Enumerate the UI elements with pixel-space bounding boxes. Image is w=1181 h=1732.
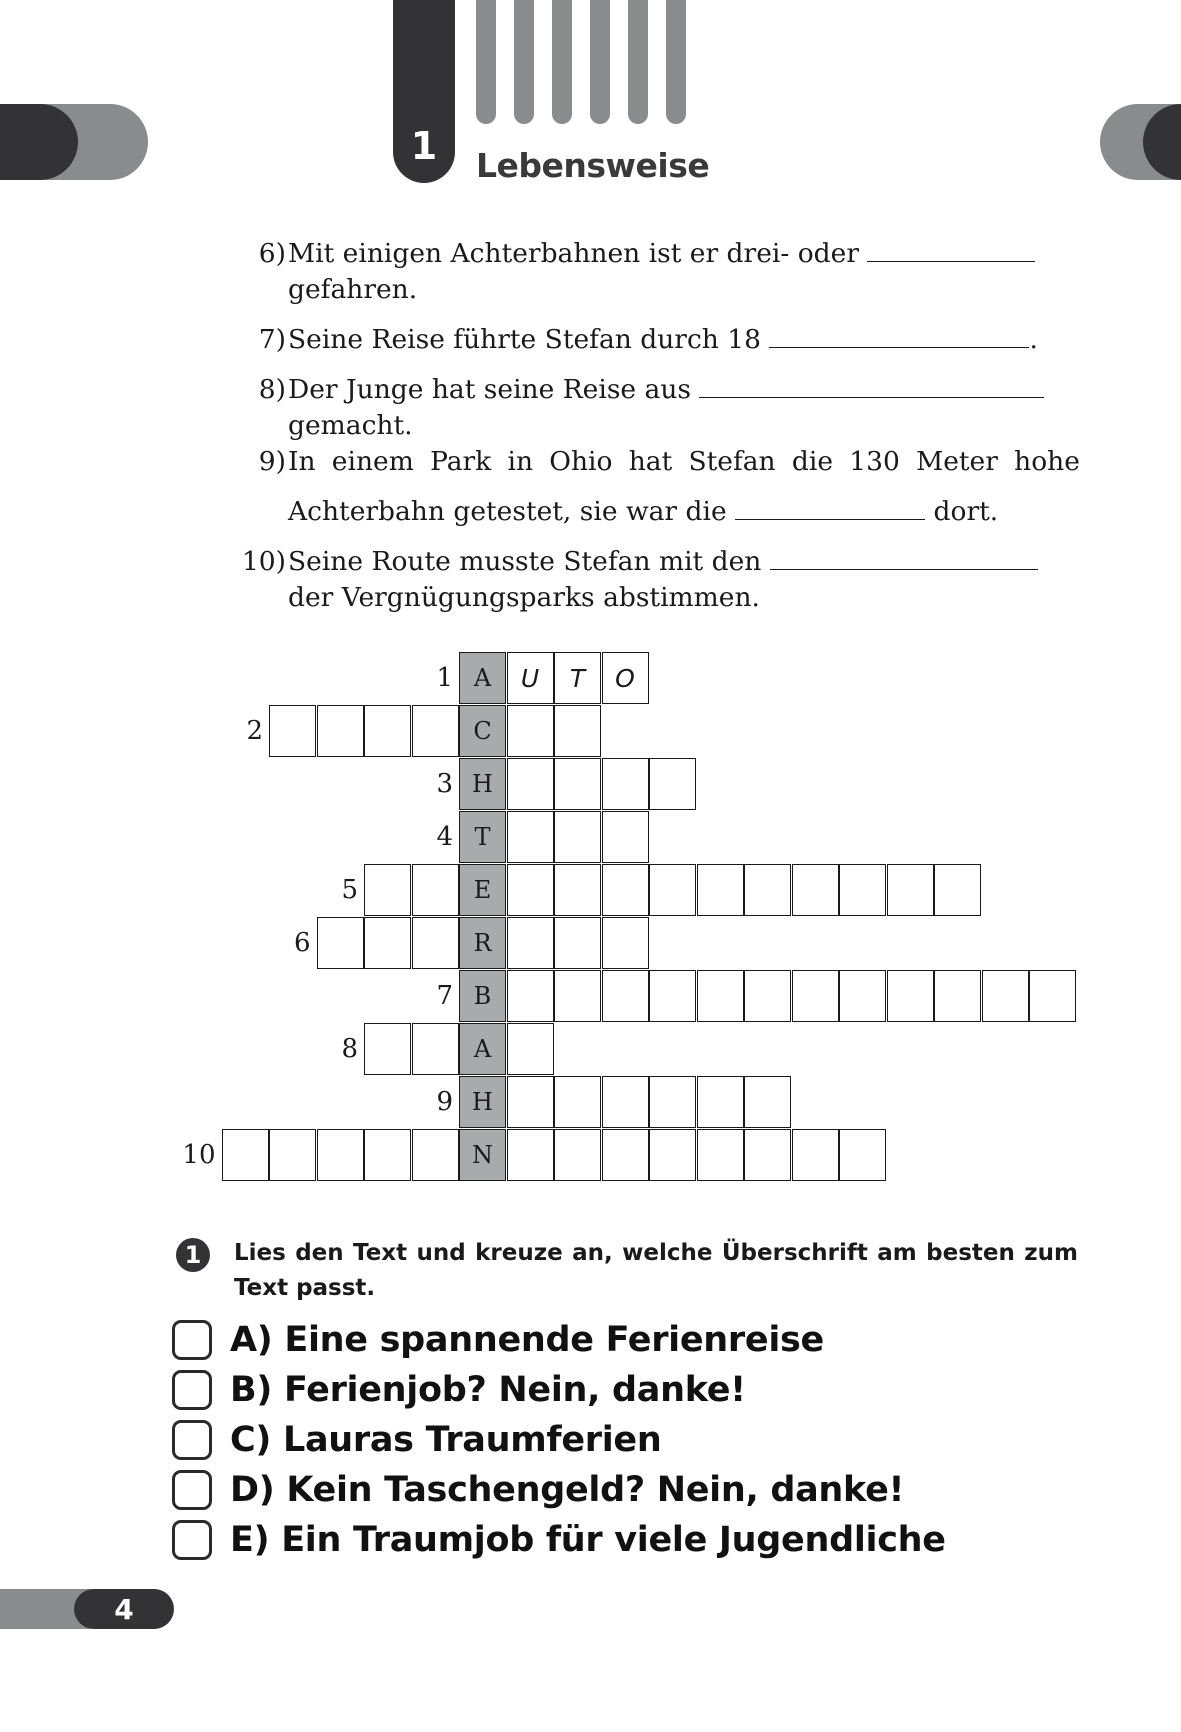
crossword-cell[interactable] [649, 1129, 696, 1181]
crossword-cell[interactable] [839, 970, 886, 1022]
chapter-title: Lebensweise [476, 146, 710, 185]
crossword-cell[interactable] [792, 970, 839, 1022]
item-text [288, 372, 1044, 444]
crossword-cell[interactable] [887, 864, 934, 916]
crossword-cell[interactable] [507, 705, 554, 757]
item-line: gefahren. [288, 274, 418, 305]
checkbox[interactable] [172, 1470, 212, 1510]
crossword-cell[interactable] [649, 864, 696, 916]
option-label: C) Lauras Traumferien [230, 1420, 662, 1460]
crossword-cell[interactable] [364, 705, 411, 757]
crossword-cell[interactable] [744, 1076, 791, 1128]
crossword-cell[interactable] [507, 1023, 554, 1075]
crossword-cell[interactable] [507, 917, 554, 969]
sentence-item-10 [230, 544, 1080, 624]
header-bar [666, 0, 686, 124]
crossword-cell[interactable] [602, 758, 649, 810]
item-word: einem [331, 446, 414, 477]
crossword-cell[interactable]: T [554, 652, 601, 704]
clue-number: 9 [436, 1087, 453, 1117]
crossword-cell[interactable] [364, 1023, 411, 1075]
crossword-cell[interactable] [982, 970, 1029, 1022]
checkbox[interactable] [172, 1520, 212, 1560]
sentence-item-9 [230, 444, 1080, 534]
header-bar [514, 0, 534, 124]
item-line: Der Junge hat seine Reise aus [288, 374, 691, 405]
crossword-cell[interactable] [792, 1129, 839, 1181]
keyword-cell: B [459, 970, 506, 1022]
crossword-cell[interactable] [364, 864, 411, 916]
keyword-cell: H [459, 1076, 506, 1128]
item-line: Mit einigen Achterbahnen ist er drei- oder [288, 238, 859, 269]
crossword-cell[interactable] [602, 1076, 649, 1128]
header-decoration-left-dark [0, 104, 78, 180]
item-number: 7) [258, 324, 286, 355]
crossword-cell[interactable] [507, 811, 554, 863]
option-label: E) Ein Traumjob für viele Jugendliche [230, 1520, 946, 1560]
crossword-cell[interactable] [507, 1129, 554, 1181]
clue-number: 7 [436, 981, 453, 1011]
chapter-number: 1 [410, 124, 438, 168]
checkbox[interactable] [172, 1370, 212, 1410]
item-line-end: dort. [933, 496, 999, 527]
answer-blank[interactable] [699, 373, 1044, 398]
item-line: Achterbahn getestet, sie war die [288, 496, 727, 527]
crossword-cell[interactable] [554, 1129, 601, 1181]
crossword-cell[interactable] [649, 758, 696, 810]
item-word: Stefan [688, 446, 776, 477]
crossword-cell[interactable] [839, 1129, 886, 1181]
crossword-cell[interactable] [649, 1076, 696, 1128]
crossword-cell[interactable] [317, 705, 364, 757]
checkbox[interactable] [172, 1420, 212, 1460]
item-line-end: . [1029, 324, 1038, 355]
crossword-cell[interactable] [507, 970, 554, 1022]
item-text [288, 544, 1038, 616]
item-word: 130 [849, 446, 900, 477]
answer-blank[interactable] [735, 495, 925, 520]
option-e[interactable] [172, 1515, 946, 1565]
header-bar [628, 0, 648, 124]
crossword-cell[interactable] [269, 1129, 316, 1181]
crossword-cell[interactable] [697, 970, 744, 1022]
item-line: Seine Reise führte Stefan durch 18 [288, 324, 762, 355]
crossword-cell[interactable] [744, 864, 791, 916]
item-word: hat [628, 446, 673, 477]
keyword-cell: T [459, 811, 506, 863]
option-c[interactable] [172, 1415, 661, 1465]
keyword-cell: R [459, 917, 506, 969]
item-number: 10) [241, 546, 286, 577]
answer-blank[interactable] [769, 323, 1029, 348]
crossword-cell[interactable] [602, 917, 649, 969]
clue-number: 1 [436, 663, 453, 693]
crossword-cell[interactable] [602, 864, 649, 916]
clue-number: 10 [182, 1140, 216, 1170]
option-a[interactable] [172, 1315, 824, 1365]
item-text [288, 444, 1080, 530]
crossword-cell[interactable] [697, 1076, 744, 1128]
keyword-cell: E [459, 864, 506, 916]
item-line-justified [288, 444, 1080, 480]
clue-number: 5 [341, 875, 358, 905]
keyword-cell: N [459, 1129, 506, 1181]
crossword-cell[interactable] [507, 1076, 554, 1128]
crossword-cell[interactable] [934, 970, 981, 1022]
item-line: der Vergnügungsparks abstimmen. [288, 582, 760, 613]
crossword-cell[interactable] [1029, 970, 1076, 1022]
crossword-cell[interactable] [697, 864, 744, 916]
exercise-instruction: Lies den Text und kreuze an, welche Überschrift am besten zum Text passt. [234, 1240, 1078, 1301]
keyword-cell: A [459, 652, 506, 704]
item-word: die [791, 446, 833, 477]
crossword-cell[interactable] [649, 970, 696, 1022]
crossword-cell[interactable] [412, 917, 459, 969]
crossword-cell[interactable] [269, 705, 316, 757]
item-line: gemacht. [288, 410, 413, 441]
item-number: 9) [258, 446, 286, 477]
item-word: Park [430, 446, 492, 477]
header-bar [476, 0, 496, 124]
crossword-cell[interactable] [887, 970, 934, 1022]
crossword-cell[interactable] [744, 970, 791, 1022]
keyword-cell: H [459, 758, 506, 810]
crossword-cell[interactable] [744, 1129, 791, 1181]
option-label: B) Ferienjob? Nein, danke! [230, 1370, 746, 1410]
item-word: hohe [1014, 446, 1080, 477]
crossword-cell[interactable] [507, 758, 554, 810]
option-b[interactable] [172, 1365, 746, 1415]
crossword-cell[interactable] [554, 970, 601, 1022]
crossword-cell[interactable] [412, 1023, 459, 1075]
crossword-cell[interactable] [317, 917, 364, 969]
item-text [288, 322, 1038, 358]
crossword-cell[interactable] [554, 917, 601, 969]
crossword-cell[interactable] [222, 1129, 269, 1181]
clue-number: 8 [341, 1034, 358, 1064]
item-word: Ohio [549, 446, 613, 477]
crossword-cell[interactable] [412, 705, 459, 757]
crossword-cell[interactable] [934, 864, 981, 916]
crossword-cell[interactable] [554, 758, 601, 810]
sentence-item-7 [230, 322, 1080, 362]
chapter-tab [393, 0, 455, 183]
clue-number: 3 [436, 769, 453, 799]
item-word: In [288, 446, 316, 477]
crossword-cell[interactable] [554, 705, 601, 757]
header-bar [552, 0, 572, 124]
header-bar [590, 0, 610, 124]
keyword-cell: C [459, 705, 506, 757]
answer-blank[interactable] [770, 545, 1038, 570]
crossword-cell[interactable] [317, 1129, 364, 1181]
item-word: in [507, 446, 534, 477]
answer-blank[interactable] [867, 237, 1035, 262]
checkbox[interactable] [172, 1320, 212, 1360]
crossword-cell[interactable] [697, 1129, 744, 1181]
exercise-number-badge: 1 [176, 1238, 210, 1272]
crossword-cell[interactable] [602, 970, 649, 1022]
crossword-cell[interactable]: U [507, 652, 554, 704]
option-label: A) Eine spannende Ferienreise [230, 1320, 824, 1360]
crossword-cell[interactable] [412, 864, 459, 916]
crossword-cell[interactable] [554, 864, 601, 916]
clue-number: 6 [293, 928, 311, 958]
sentence-item-8 [230, 372, 1080, 452]
crossword-cell[interactable] [364, 1129, 411, 1181]
crossword-cell[interactable] [602, 811, 649, 863]
crossword-cell[interactable]: O [602, 652, 649, 704]
page-number: 4 [74, 1589, 174, 1629]
item-text [288, 236, 1035, 308]
item-word: Meter [916, 446, 998, 477]
item-line: Seine Route musste Stefan mit den [288, 546, 762, 577]
crossword-cell[interactable] [792, 864, 839, 916]
item-number: 6) [258, 238, 286, 269]
keyword-cell: A [459, 1023, 506, 1075]
crossword-cell[interactable] [412, 1129, 459, 1181]
clue-number: 2 [246, 716, 263, 746]
crossword-cell[interactable] [507, 864, 554, 916]
crossword-cell[interactable] [554, 811, 601, 863]
clue-number: 4 [436, 822, 453, 852]
item-number: 8) [258, 374, 286, 405]
crossword-cell[interactable] [839, 864, 886, 916]
crossword-cell[interactable] [364, 917, 411, 969]
option-label: D) Kein Taschengeld? Nein, danke! [230, 1470, 905, 1510]
sentence-item-6 [230, 236, 1080, 316]
crossword-cell[interactable] [602, 1129, 649, 1181]
option-d[interactable] [172, 1465, 904, 1515]
crossword-cell[interactable] [554, 1076, 601, 1128]
